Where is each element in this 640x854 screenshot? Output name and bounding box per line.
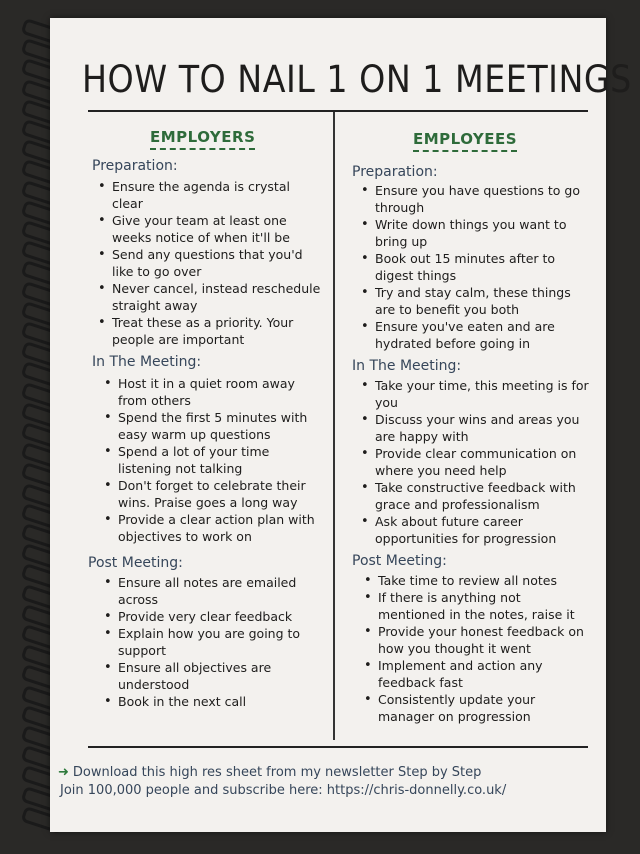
list-item: • Ensure you've eaten and are hydrated before going in bbox=[355, 318, 591, 352]
list-item: • Explain how you are going to support bbox=[98, 625, 324, 659]
list-item: • Host it in a quiet room away from others bbox=[98, 375, 324, 409]
list-item: • Take your time, this meeting is for you bbox=[355, 377, 591, 411]
employees-preparation-list bbox=[355, 182, 591, 352]
list-item: • Never cancel, instead reschedule straight away bbox=[92, 280, 324, 314]
employers-preparation-list bbox=[92, 178, 324, 348]
list-item: • Ensure you have questions to go through bbox=[355, 182, 591, 216]
list-item: • Book out 15 minutes after to digest things bbox=[355, 250, 591, 284]
footer-line-1 bbox=[58, 764, 538, 782]
employees-post-label: Post Meeting: bbox=[352, 553, 447, 569]
employers-meeting-label: In The Meeting: bbox=[92, 354, 202, 370]
arrow-right-icon: ➜ bbox=[58, 765, 69, 780]
list-item: • Ensure all objectives are understood bbox=[98, 659, 324, 693]
footer-download-text: Download this high res sheet from my newsletter Step by Step bbox=[72, 765, 482, 780]
list-item: • Spend the first 5 minutes with easy warm up questions bbox=[98, 409, 324, 443]
employees-meeting-list bbox=[355, 377, 591, 547]
employees-meeting-label: In The Meeting: bbox=[352, 358, 462, 374]
list-item: • Spend a lot of your time listening not talking bbox=[98, 443, 324, 477]
list-item: • Provide a clear action plan with objectives to work on bbox=[98, 511, 324, 545]
list-item: • Send any questions that you'd like to go over bbox=[92, 246, 324, 280]
employers-post-list bbox=[98, 574, 324, 710]
employers-post-label: Post Meeting: bbox=[88, 555, 183, 571]
list-item: • Try and stay calm, these things are to benefit you both bbox=[355, 284, 591, 318]
list-item: • Ensure all notes are emailed across bbox=[98, 574, 324, 608]
employees-preparation-label: Preparation: bbox=[352, 164, 438, 180]
list-item: • Don't forget to celebrate their wins. Praise goes a long way bbox=[98, 477, 324, 511]
employees-heading bbox=[413, 130, 517, 152]
list-item: • Write down things you want to bring up bbox=[355, 216, 591, 250]
page-title: HOW TO NAIL 1 ON 1 MEETINGS bbox=[82, 58, 632, 101]
list-item: • Provide clear communication on where you need help bbox=[355, 445, 591, 479]
list-item: • Provide your honest feedback on how you thought it went bbox=[358, 623, 591, 657]
employees-heading-underline bbox=[413, 150, 517, 152]
list-item: • Provide very clear feedback bbox=[98, 608, 324, 625]
list-item: • Ensure the agenda is crystal clear bbox=[92, 178, 324, 212]
employers-heading bbox=[150, 128, 255, 150]
list-item: • Implement and action any feedback fast bbox=[358, 657, 591, 691]
list-item: • Discuss your wins and areas you are happy with bbox=[355, 411, 591, 445]
list-item: • Treat these as a priority. Your people are important bbox=[92, 314, 324, 348]
footer-divider bbox=[88, 746, 588, 748]
title-divider bbox=[88, 110, 588, 112]
list-item: • Consistently update your manager on progression bbox=[358, 691, 591, 725]
list-item: • Take time to review all notes bbox=[358, 572, 591, 589]
list-item: • Book in the next call bbox=[98, 693, 324, 710]
employers-meeting-list bbox=[98, 375, 324, 545]
footer-subscribe-link[interactable]: Join 100,000 people and subscribe here: https://chris-donnelly.co.uk/ bbox=[60, 783, 507, 798]
employees-post-list bbox=[358, 572, 591, 725]
employers-preparation-label: Preparation: bbox=[92, 158, 178, 174]
employers-heading-underline bbox=[150, 148, 255, 150]
list-item: • Ask about future career opportunities for progression bbox=[355, 513, 591, 547]
list-item: • If there is anything not mentioned in the notes, raise it bbox=[358, 589, 591, 623]
employees-heading-text: EMPLOYEES bbox=[413, 130, 518, 148]
notebook-page bbox=[50, 18, 632, 832]
footer bbox=[58, 764, 538, 800]
list-item: • Give your team at least one weeks notice of when it'll be bbox=[92, 212, 324, 246]
employers-heading-text: EMPLOYERS bbox=[150, 128, 256, 146]
list-item: • Take constructive feedback with grace and professionalism bbox=[355, 479, 591, 513]
column-divider bbox=[333, 112, 335, 740]
